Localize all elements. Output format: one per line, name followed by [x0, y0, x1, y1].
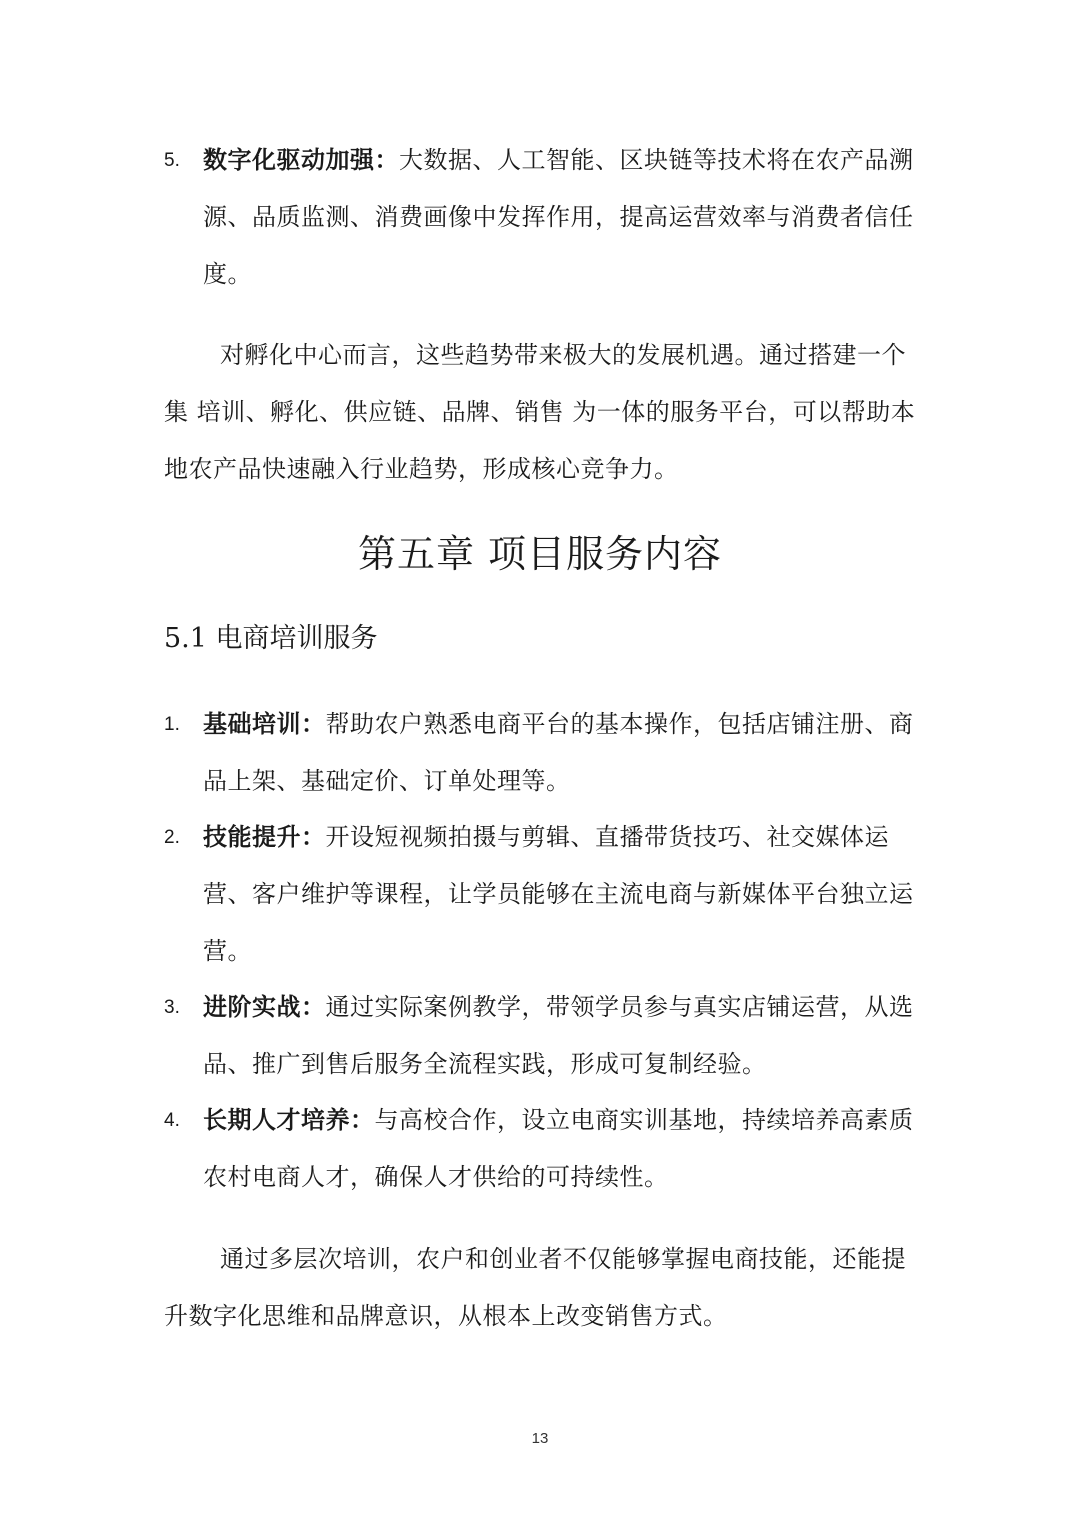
- list-item-text: 与高校合作，设立电商实训基地，持续培养高素质农村电商人才，确保人才供给的可持续性。: [203, 1106, 914, 1191]
- page-number: 13: [531, 1430, 549, 1447]
- list-item-body: [203, 1092, 916, 1206]
- list-item-term: 进阶实战：: [203, 993, 326, 1021]
- list-item-body: [203, 132, 916, 303]
- list-number: 2.: [164, 827, 180, 848]
- list-item-text: 开设短视频拍摄与剪辑、直播带货技巧、社交媒体运营、客户维护等课程，让学员能够在主流电商与新媒体平台独立运营。: [203, 823, 914, 965]
- section-title: 5.1 电商培训服务: [164, 623, 378, 654]
- list-number: 1.: [164, 714, 180, 735]
- body-paragraph: 通过多层次培训，农户和创业者不仅能够掌握电商技能，还能提升数字化思维和品牌意识，从根本上改变销售方式。: [164, 1245, 906, 1330]
- list-item-body: [203, 696, 916, 810]
- list-number: 5.: [164, 150, 180, 171]
- chapter-title: 第五章 项目服务内容: [357, 532, 723, 576]
- list-item-term: 基础培训：: [203, 710, 326, 738]
- list-item-text: 帮助农户熟悉电商平台的基本操作，包括店铺注册、商品上架、基础定价、订单处理等。: [203, 710, 914, 795]
- list-number: 3.: [164, 997, 180, 1018]
- list-item-term: 技能提升：: [203, 823, 326, 851]
- list-item-term: 长期人才培养：: [203, 1106, 375, 1134]
- list-item-text: 大数据、人工智能、区块链等技术将在农产品溯源、品质监测、消费画像中发挥作用，提高运营效率与消费者信任度。: [203, 146, 914, 288]
- list-item-body: [203, 809, 916, 980]
- list-item-text: 通过实际案例教学，带领学员参与真实店铺运营，从选品、推广到售后服务全流程实践，形成可复制经验。: [203, 993, 914, 1078]
- list-item-body: [203, 979, 916, 1093]
- body-paragraph: 对孵化中心而言，这些趋势带来极大的发展机遇。通过搭建一个集 培训、孵化、供应链、品牌、销售 为一体的服务平台，可以帮助本地农产品快速融入行业趋势，形成核心竞争力。: [164, 341, 916, 483]
- list-item-term: 数字化驱动加强：: [203, 146, 399, 174]
- list-number: 4.: [164, 1110, 180, 1131]
